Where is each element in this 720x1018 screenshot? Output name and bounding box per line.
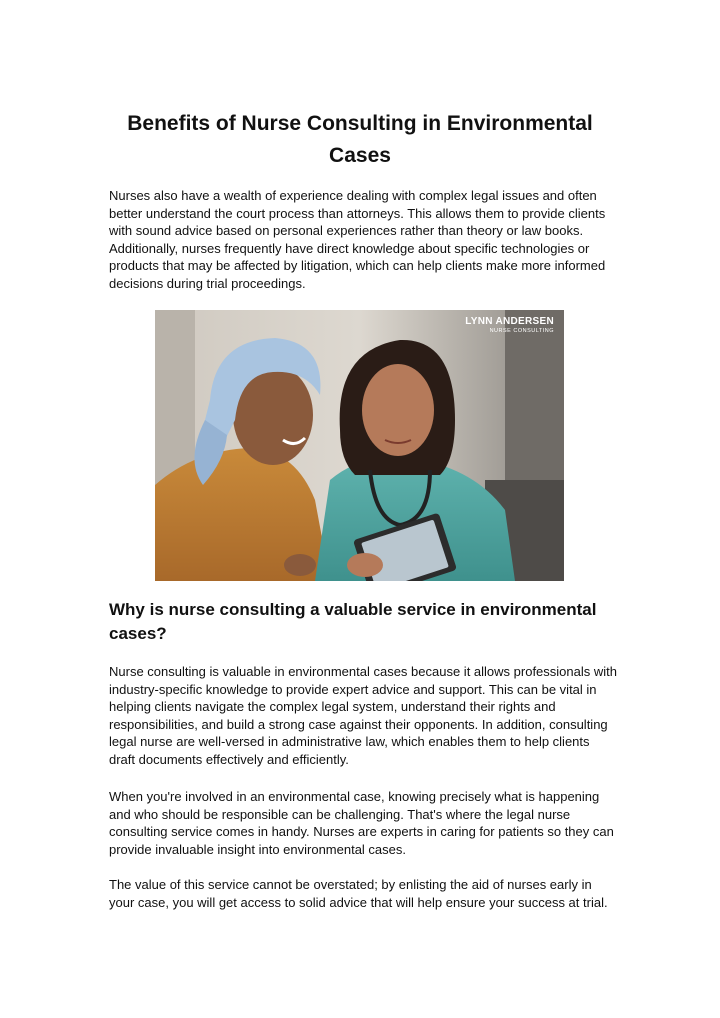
page-title: Benefits of Nurse Consulting in Environmental Cases xyxy=(127,112,593,167)
photo-illustration xyxy=(155,310,564,581)
body-paragraph-1: Nurse consulting is valuable in environmental cases because it allows professionals with industry-specific knowledge to provide expert advice and support. This can be vital in helping clients navigate the complex legal system, understand their rights and responsibilities, and build a strong case against their opponents. In addition, consulting legal nurse are well-versed in administrative law, which enables them to help clients draft documents effectively and efficiently. xyxy=(109,664,617,767)
section-heading: Why is nurse consulting a valuable service in environmental cases? xyxy=(109,600,597,643)
body-paragraph-2: When you're involved in an environmental case, knowing precisely what is happening and who should be responsible can be challenging. That's where the legal nurse consulting service comes in handy. Nurses are experts in caring for patients so they can provide invaluable insight into environmental cases. xyxy=(109,789,614,857)
logo-name: LYNN ANDERSEN xyxy=(465,316,554,327)
body-paragraph-3: The value of this service cannot be overstated; by enlisting the aid of nurses early in your case, you will get access to solid advice that will help ensure your success at trial. xyxy=(109,877,608,910)
nurse-consulting-photo xyxy=(155,310,564,581)
logo-tagline: NURSE CONSULTING xyxy=(489,328,554,334)
brand-logo xyxy=(465,316,554,335)
intro-paragraph: Nurses also have a wealth of experience dealing with complex legal issues and often better understand the court process than attorneys. This allows them to provide clients with sound advice based on personal experiences rather than theory or law books. Additionally, nurses frequently have direct knowledge about specific technologies or products that may be affected by litigation, which can help clients make more informed decisions during trial proceedings. xyxy=(109,188,606,291)
